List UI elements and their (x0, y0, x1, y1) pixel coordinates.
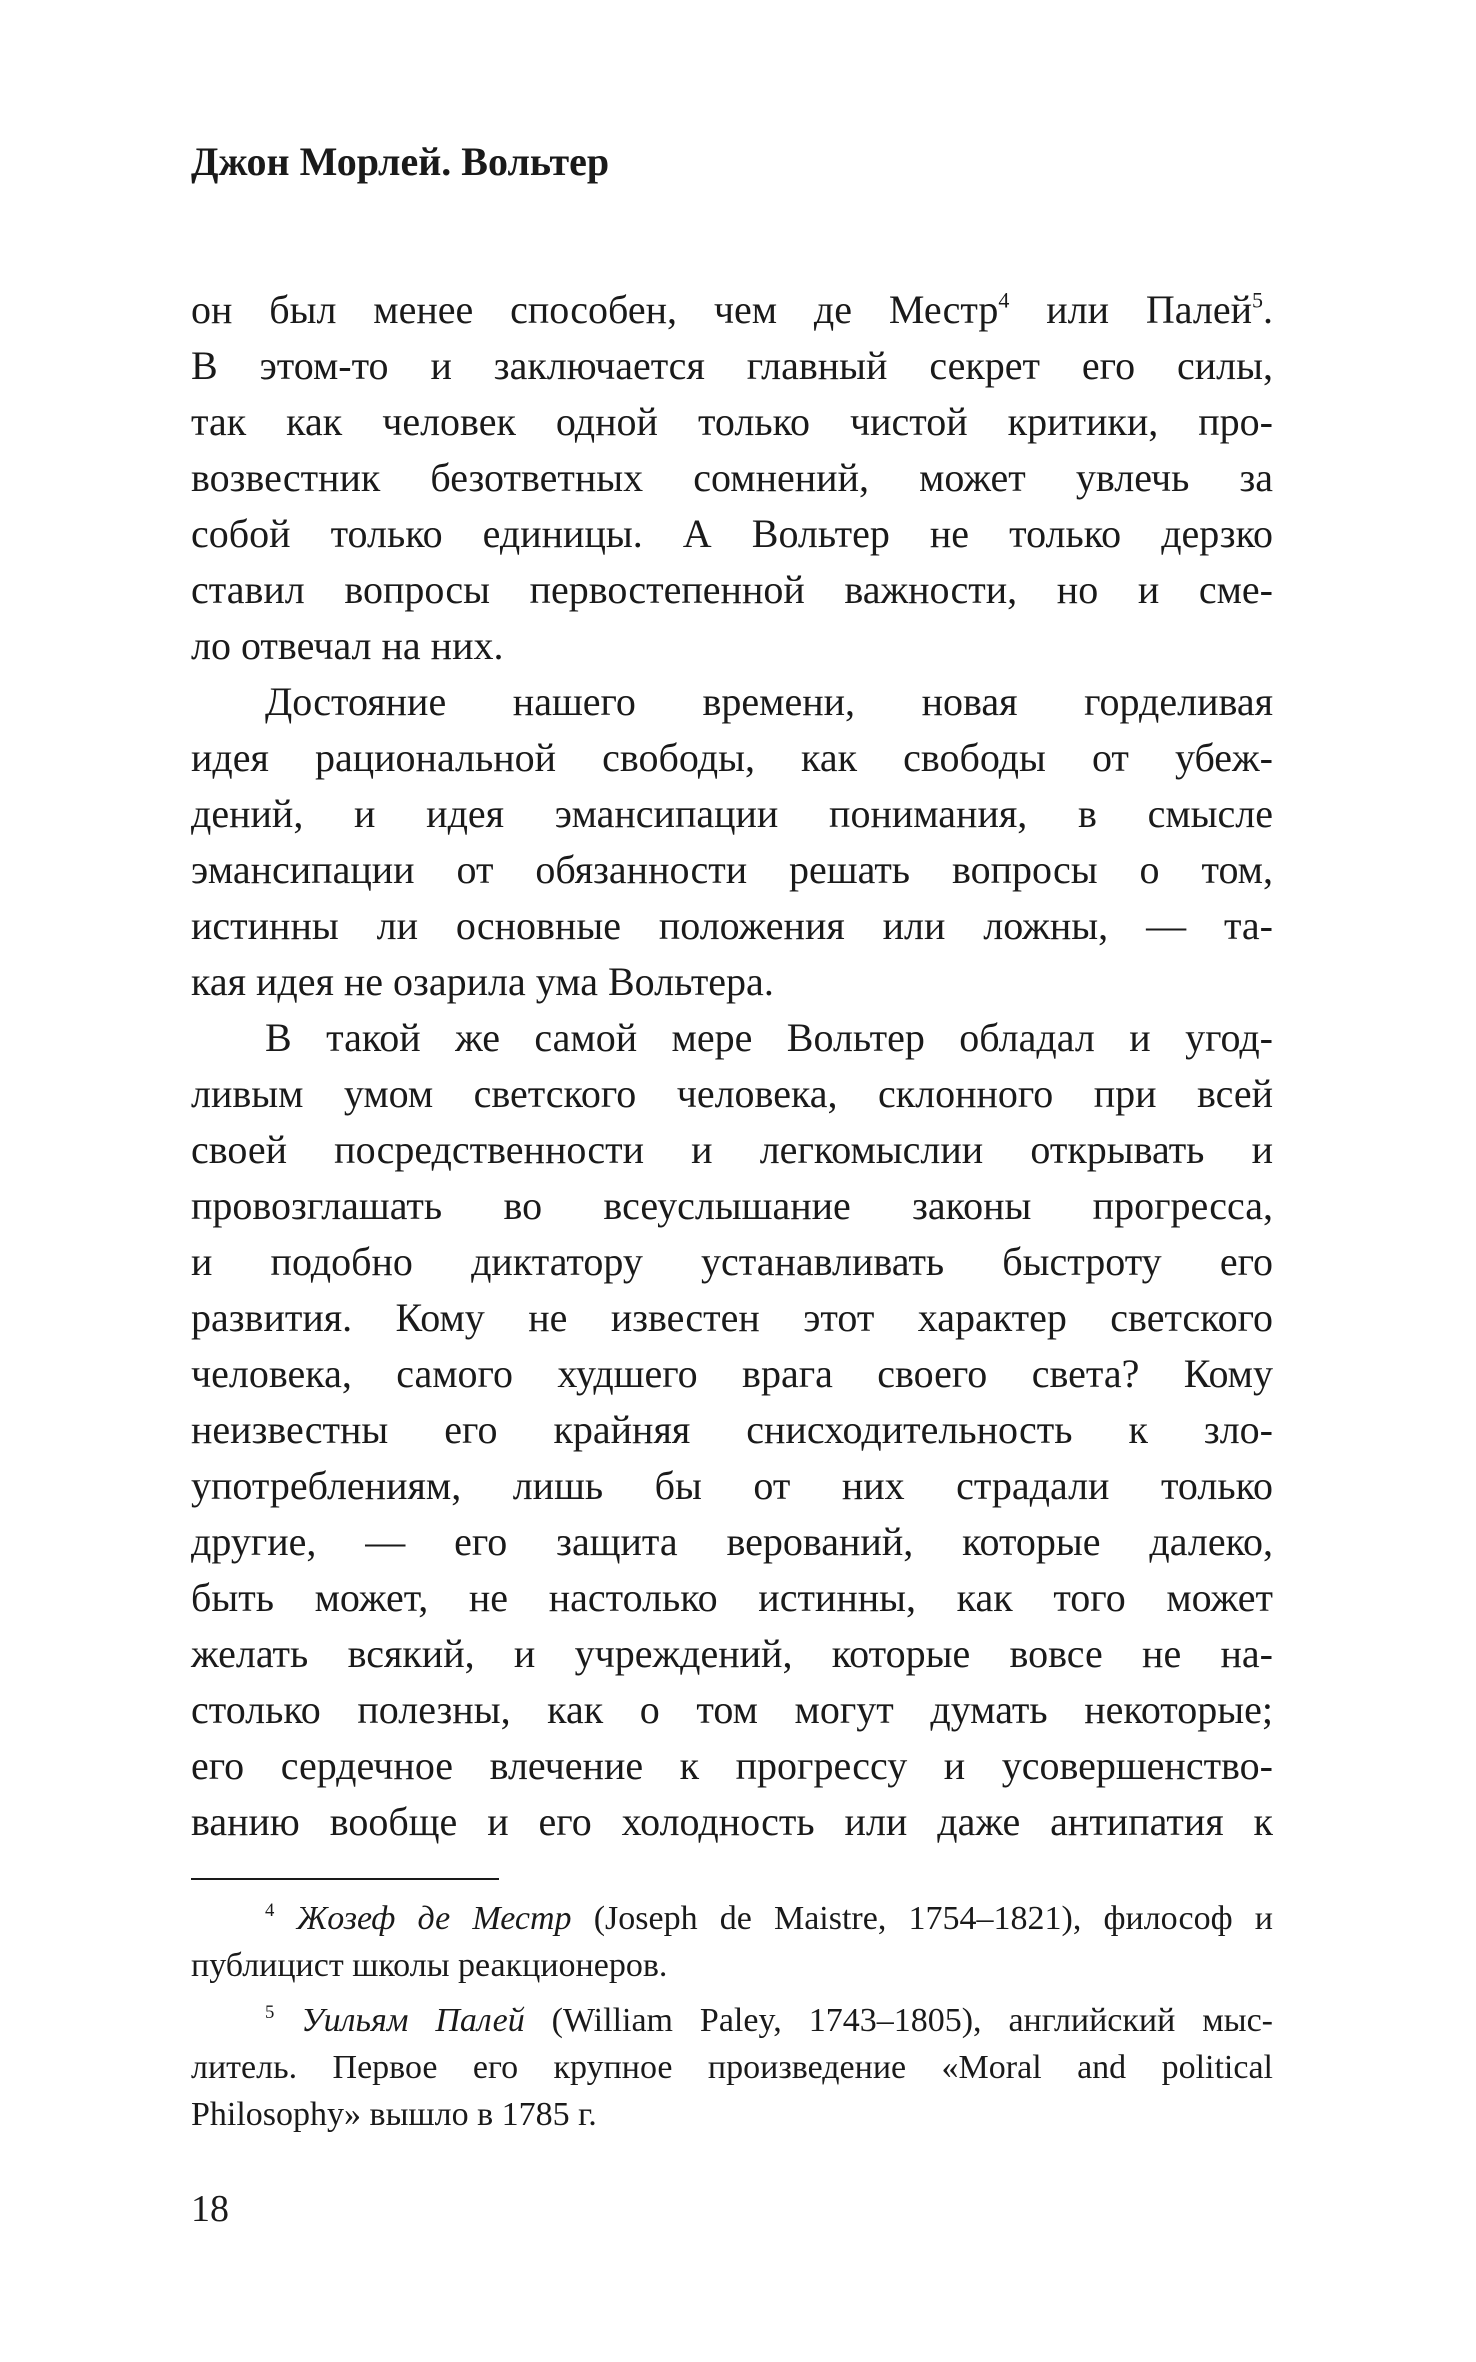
footnote-4-line: публицист школы реакционеров. (191, 1947, 668, 1984)
body-line: человека, самого худшего врага своего света? Кому (191, 1351, 1273, 1396)
footnote-5-text: (William Paley, 1743–1805), английский мыс- (524, 2002, 1274, 2039)
page-number: 18 (191, 2188, 229, 2230)
body-line: кая идея не озарила ума Вольтера. (191, 959, 774, 1004)
body-line: истинны ли основные положения или ложны, — та- (191, 903, 1273, 948)
line-text: . (1262, 287, 1273, 332)
body-line: В этом-то и заключается главный секрет его силы, (191, 343, 1273, 388)
paragraph-start-line: В такой же самой мере Вольтер обладал и угод- (265, 1015, 1273, 1060)
footnote-4-name: Жозеф де Местр (296, 1900, 572, 1937)
footnote-5-line: Philosophy» вышло в 1785 г. (191, 2096, 597, 2133)
body-line: своей посредственности и легкомыслии открывать и (191, 1127, 1273, 1172)
line-text: он был менее способен, чем де Местр (191, 287, 999, 332)
footnotes (191, 1895, 1273, 2138)
running-head: Джон Морлей. Вольтер (191, 139, 610, 184)
body-line: неизвестны его крайняя снисходительность к зло- (191, 1407, 1273, 1452)
body-text (191, 282, 1273, 1850)
footnote-4-text: (Joseph de Maistre, 1754–1821), философ и (571, 1900, 1273, 1937)
body-line: ванию вообще и его холодность или даже антипатия к (191, 1799, 1273, 1844)
line-text: или Палей (1009, 287, 1252, 332)
body-line: ливым умом светского человека, склонного при всей (191, 1071, 1273, 1116)
body-line (191, 282, 1273, 338)
body-line: собой только единицы. А Вольтер не только дерзко (191, 511, 1273, 556)
body-line: дений, и идея эмансипации понимания, в смысле (191, 791, 1273, 836)
body-line: ло отвечал на них. (191, 623, 504, 668)
footnote-5-line (191, 1997, 1273, 2044)
body-line: другие, — его защита верований, которые далеко, (191, 1519, 1273, 1564)
body-line: желать всякий, и учреждений, которые вовсе не на- (191, 1631, 1273, 1676)
footnote-ref-4[interactable]: 4 (998, 287, 1010, 313)
footnote-5-name: Уильям Палей (301, 2002, 525, 2039)
footnote-5-line: литель. Первое его крупное произведение «Moral and political (191, 2049, 1273, 2086)
body-line: ставил вопросы первостепенной важности, но и сме- (191, 567, 1273, 612)
footnote-marker-4: 4 (265, 1899, 275, 1921)
body-line: эмансипации от обязанности решать вопросы о том, (191, 847, 1273, 892)
body-line: провозглашать во всеуслышание законы прогресса, (191, 1183, 1273, 1228)
footnote-4-line (191, 1895, 1273, 1942)
body-line: так как человек одной только чистой критики, про- (191, 399, 1273, 444)
body-line: и подобно диктатору устанавливать быстроту его (191, 1239, 1273, 1284)
body-line: быть может, не настолько истинны, как того может (191, 1575, 1273, 1620)
body-line: столько полезны, как о том могут думать некоторые; (191, 1687, 1273, 1732)
body-line: возвестник безответных сомнений, может увлечь за (191, 455, 1273, 500)
body-line: употреблениям, лишь бы от них страдали только (191, 1463, 1273, 1508)
body-line: развития. Кому не известен этот характер светского (191, 1295, 1273, 1340)
footnote-ref-5[interactable]: 5 (1251, 287, 1263, 313)
footnote-marker-5: 5 (265, 2001, 275, 2023)
paragraph-start-line: Достояние нашего времени, новая горделивая (265, 679, 1273, 724)
footnote-divider (191, 1878, 499, 1880)
body-line: идея рациональной свободы, как свободы от убеж- (191, 735, 1273, 780)
body-line: его сердечное влечение к прогрессу и усовершенство- (191, 1743, 1273, 1788)
